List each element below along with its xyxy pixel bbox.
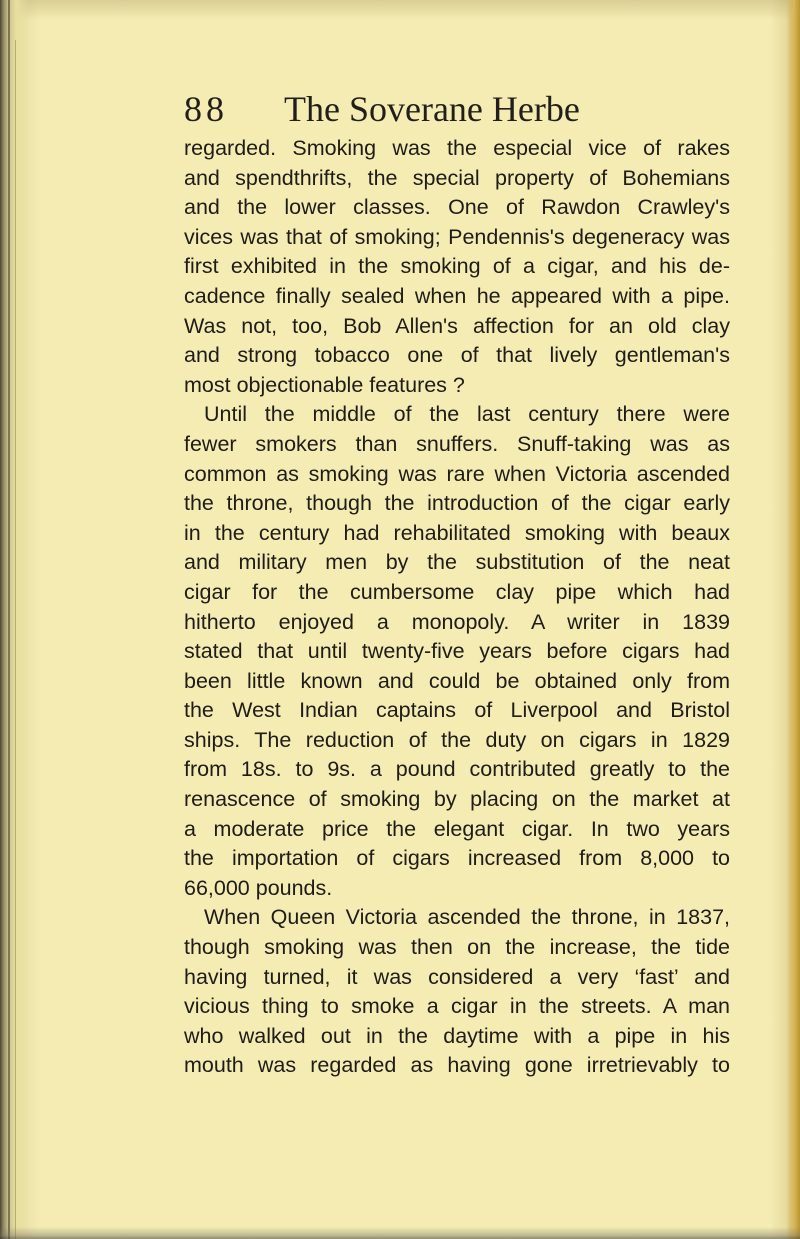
text-line: who walked out in the daytime with a pipe in his xyxy=(184,1023,730,1048)
text-line: and the lower classes. One of Rawdon Crawley's xyxy=(184,195,730,220)
text-line: hitherto enjoyed a monopoly. A writer in 1839 xyxy=(184,609,730,634)
text-line: ships. The reduction of the duty on cigars in 1829 xyxy=(184,727,730,752)
text-line: common as smoking was rare when Victoria ascended xyxy=(184,461,730,486)
text-line: Until the middle of the last century there were xyxy=(204,402,730,427)
page-right-edge xyxy=(786,0,800,1239)
text-line: fewer smokers than snuffers. Snuff-taking was as xyxy=(184,431,730,456)
running-title: The Soverane Herbe xyxy=(284,89,580,129)
text-line: mouth was regarded as having gone irretrievably to xyxy=(184,1053,730,1078)
text-line: in the century had rehabilitated smoking with beaux xyxy=(184,520,730,545)
text-line: vicious thing to smoke a cigar in the streets. A man xyxy=(184,994,730,1019)
binding-edge-line-inner xyxy=(15,40,16,1239)
text-line: a moderate price the elegant cigar. In two years xyxy=(184,816,730,841)
text-line: been little known and could be obtained only from xyxy=(184,668,730,693)
text-line: cadence finally sealed when he appeared with a pipe. xyxy=(184,283,730,308)
text-line: stated that until twenty-five years before cigars had xyxy=(184,639,730,664)
body-text xyxy=(184,134,730,1081)
page-header xyxy=(184,88,580,138)
text-line: from 18s. to 9s. a pound contributed greatly to the xyxy=(184,757,730,782)
text-line: cigar for the cumbersome clay pipe which had xyxy=(184,579,730,604)
text-line: vices was that of smoking; Pendennis's degeneracy was xyxy=(184,224,730,249)
text-line: renascence of smoking by placing on the market at xyxy=(184,787,730,812)
text-line: regarded. Smoking was the especial vice of rakes xyxy=(184,136,730,160)
text-line: and spendthrifts, the special property of Bohemians xyxy=(184,165,730,190)
page-number: 88 xyxy=(184,89,228,129)
text-line: though smoking was then on the increase, the tide xyxy=(184,935,730,960)
text-line: Was not, too, Bob Allen's affection for an old clay xyxy=(184,313,730,338)
text-line: When Queen Victoria ascended the throne, in 1837, xyxy=(204,905,730,930)
binding-edge-line xyxy=(8,0,10,1239)
page-bottom-edge xyxy=(0,1227,800,1239)
text-line: and strong tobacco one of that lively gentleman's xyxy=(184,343,730,368)
text-line: the throne, though the introduction of the cigar early xyxy=(184,491,730,516)
text-line: first exhibited in the smoking of a cigar, and his de- xyxy=(184,254,730,279)
text-line: 66,000 pounds. xyxy=(184,875,333,900)
text-line: having turned, it was considered a very ‘fast’ and xyxy=(184,964,730,989)
text-line: most objectionable features ? xyxy=(184,372,465,397)
text-line: the importation of cigars increased from 8,000 to xyxy=(184,846,730,871)
text-line: the West Indian captains of Liverpool and Bristol xyxy=(184,698,730,723)
text-line: and military men by the substitution of the neat xyxy=(184,550,730,575)
